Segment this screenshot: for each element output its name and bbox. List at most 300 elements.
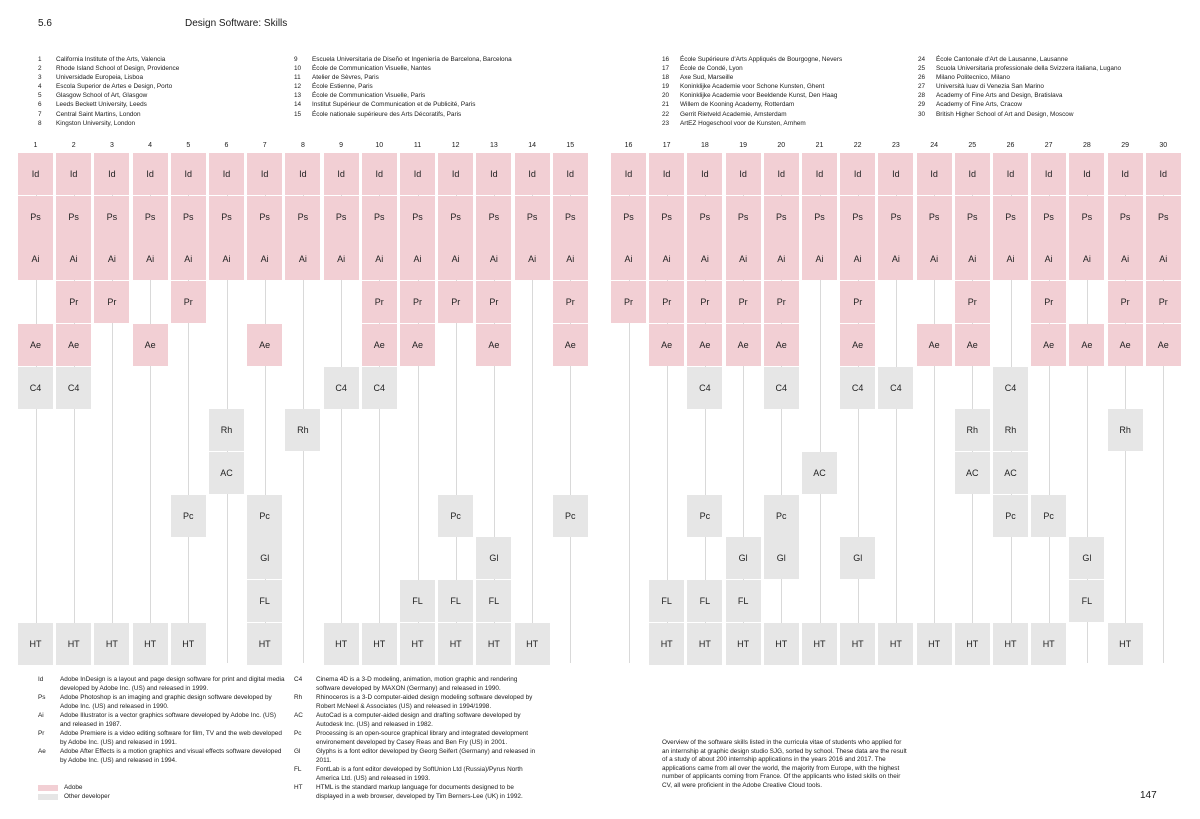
- skill-cell: Ai: [917, 238, 952, 280]
- skill-cell: Ai: [878, 238, 913, 280]
- skill-cell: Ps: [515, 196, 550, 238]
- skill-cell: Ae: [56, 324, 91, 366]
- school-item: [294, 110, 512, 119]
- skill-cell: Ai: [133, 238, 168, 280]
- column-number: 14: [528, 142, 536, 149]
- skill-cell: Ae: [247, 324, 282, 366]
- skill-cell: Ai: [553, 238, 588, 280]
- skill-cell: Ps: [1108, 196, 1143, 238]
- school-item: [38, 119, 179, 128]
- skill-cell: Id: [400, 153, 435, 195]
- skill-cell: Id: [1031, 153, 1066, 195]
- school-item: [918, 73, 1121, 82]
- skill-cell: Ae: [1031, 324, 1066, 366]
- skill-cell: Id: [209, 153, 244, 195]
- school-item: [918, 55, 1121, 64]
- skill-cell: Pr: [438, 281, 473, 323]
- legend-text: Adobe Photoshop is an imaging and graphic design software developed by Adobe Inc. (US) and released in 1990.: [60, 693, 272, 710]
- skill-cell: HT: [56, 623, 91, 665]
- skill-cell: Id: [917, 153, 952, 195]
- skill-cell: Id: [18, 153, 53, 195]
- skill-cell: Pc: [764, 495, 799, 537]
- skill-cell: Pr: [1031, 281, 1066, 323]
- page-number: 147: [1140, 790, 1157, 801]
- column-number: 25: [968, 142, 977, 149]
- skill-cell: Id: [133, 153, 168, 195]
- school-item: [294, 82, 512, 91]
- column-number: 28: [1082, 142, 1091, 149]
- column-number: 15: [566, 142, 575, 149]
- school-name: École Cantonale d'Art de Lausanne, Lausanne: [936, 56, 1068, 63]
- skill-cell: Id: [362, 153, 397, 195]
- skill-cell: Ae: [1146, 324, 1181, 366]
- school-number: 1: [38, 56, 42, 63]
- school-number: 15: [294, 110, 302, 118]
- skill-cell: Gl: [840, 537, 875, 579]
- skill-cell: Ps: [285, 196, 320, 238]
- school-name: Kingston University, London: [56, 119, 136, 127]
- skill-cell: Gl: [247, 537, 282, 579]
- skill-cell: Ai: [649, 238, 684, 280]
- column-number: 19: [739, 142, 747, 149]
- skill-cell: Gl: [476, 537, 511, 579]
- skill-cell: Ae: [764, 324, 799, 366]
- school-name: École nationale supérieure des Arts Décoratifs, Paris: [312, 110, 462, 118]
- skill-cell: Ae: [476, 324, 511, 366]
- school-item: [662, 55, 842, 64]
- school-item: [662, 91, 842, 100]
- column-number: 6: [224, 142, 229, 149]
- skill-cell: Id: [515, 153, 550, 195]
- column-number: 21: [815, 142, 824, 149]
- skill-cell: Id: [476, 153, 511, 195]
- page-title: Design Software: Skills: [185, 18, 288, 29]
- skill-cell: Ai: [802, 238, 837, 280]
- skill-cell: Ps: [324, 196, 359, 238]
- skill-cell: Pr: [56, 281, 91, 323]
- skill-cell: Gl: [726, 537, 761, 579]
- skill-cell: Pc: [687, 495, 722, 537]
- school-name: Academy of Fine Arts and Design, Bratislava: [936, 92, 1063, 100]
- legend-text: Adobe Illustrator is a vector graphics software developed by Adobe Inc. (US) and released in 1987.: [60, 711, 276, 728]
- skill-cell: Ae: [1108, 324, 1143, 366]
- legend-item: [294, 712, 542, 729]
- skill-cell: Rh: [955, 409, 990, 451]
- skill-cell: Ae: [917, 324, 952, 366]
- skill-cell: Id: [553, 153, 588, 195]
- school-column: [294, 55, 512, 119]
- legend-item: [38, 730, 285, 747]
- skill-cell: HT: [438, 623, 473, 665]
- school-item: [38, 73, 179, 82]
- column-number: 4: [148, 142, 153, 149]
- school-number: 23: [662, 119, 670, 127]
- skill-cell: Id: [764, 153, 799, 195]
- skill-cell: Ps: [56, 196, 91, 238]
- school-name: Koninklijke Academie voor Schone Kunsten, Ghent: [680, 83, 825, 91]
- skill-cell: Ps: [18, 196, 53, 238]
- school-item: [38, 64, 179, 73]
- skill-cell: Ai: [993, 238, 1028, 280]
- legend-text: Adobe After Effects is a motion graphics and visual effects software developed by Adobe Inc. (US) and released in 1994.: [60, 747, 282, 764]
- skill-cell: Pr: [476, 281, 511, 323]
- key-adobe: [38, 784, 82, 791]
- skill-cell: AC: [802, 452, 837, 494]
- school-item: [294, 73, 512, 82]
- skill-cell: Rh: [1108, 409, 1143, 451]
- skill-cell: Ps: [553, 196, 588, 238]
- skill-cell: FL: [1069, 580, 1104, 622]
- skill-cell: Id: [438, 153, 473, 195]
- column-number: 23: [891, 142, 900, 149]
- column-number: 16: [624, 142, 633, 149]
- school-number: 26: [918, 74, 926, 82]
- skill-cell: Pc: [247, 495, 282, 537]
- skill-cell: Ps: [1031, 196, 1066, 238]
- skill-cell: C4: [56, 367, 91, 409]
- school-item: [294, 55, 512, 64]
- school-number: 2: [38, 65, 42, 73]
- skill-cell: Ae: [553, 324, 588, 366]
- school-number: 4: [38, 83, 42, 91]
- skill-cell: Pr: [400, 281, 435, 323]
- skill-cell: Ai: [209, 238, 244, 280]
- skill-cell: Pc: [993, 495, 1028, 537]
- skill-cell: Id: [802, 153, 837, 195]
- key-adobe-label: Adobe: [64, 784, 83, 791]
- legend-abbr: Pc: [294, 729, 302, 737]
- school-name: Leeds Beckett University, Leeds: [56, 101, 147, 109]
- school-name: École Supérieure d'Arts Appliqués de Bourgogne, Nevers: [680, 56, 843, 63]
- school-number: 29: [918, 101, 926, 109]
- column-number: 20: [777, 142, 786, 149]
- school-item: [918, 64, 1121, 73]
- school-item: [294, 91, 512, 100]
- skill-cell: FL: [476, 580, 511, 622]
- skill-cell: Id: [1108, 153, 1143, 195]
- key-other-label: Other developer: [64, 793, 110, 800]
- skill-cell: Ai: [476, 238, 511, 280]
- skill-cell: C4: [687, 367, 722, 409]
- column-number: 2: [71, 142, 76, 149]
- skill-cell: AC: [209, 452, 244, 494]
- legend-text: Processing is an open-source graphical library and integrated development environement developed by Casey Reas and Ben Fry (US) in 2001.: [316, 729, 529, 746]
- skill-cell: Id: [247, 153, 282, 195]
- skill-cell: Rh: [209, 409, 244, 451]
- skill-cell: Ae: [687, 324, 722, 366]
- skill-cell: Ae: [400, 324, 435, 366]
- skill-cell: Ps: [476, 196, 511, 238]
- skill-cell: HT: [515, 623, 550, 665]
- legend-text: Rhinoceros is a 3-D computer-aided design modeling software developed by Robert McNeel & Associates (US) and released in 1994/1998.: [316, 693, 533, 710]
- skill-cell: Id: [878, 153, 913, 195]
- school-item: [294, 64, 512, 73]
- skill-cell: Ai: [56, 238, 91, 280]
- legend-text: HTML is the standard markup language for documents designed to be displayed in a web browser, developed by Tim Berners-Lee (UK) in 1992.: [316, 783, 523, 800]
- skill-cell: Ps: [649, 196, 684, 238]
- skill-cell: Pr: [171, 281, 206, 323]
- school-number: 30: [918, 110, 926, 118]
- skill-cell: Id: [56, 153, 91, 195]
- skill-cell: Ai: [400, 238, 435, 280]
- skill-cell: Id: [1069, 153, 1104, 195]
- skill-cell: Id: [955, 153, 990, 195]
- legend-item: [294, 784, 542, 801]
- overview-text: Overview of the software skills listed in the curricula vitae of students who applied for an internship at graphic design studio SJG, sorted by school. These data are the result of a study of about 200 internship applications in the years 2016 and 2017. The applications came from all over the world, the majority from Europe, with the highest number of applicants coming from France. Of the applicants who listed skills on their CV, all were proficient in the Adobe Creative Cloud tools.: [662, 739, 907, 789]
- school-column: [662, 55, 842, 128]
- school-name: British Higher School of Art and Design, Moscow: [936, 110, 1074, 118]
- skill-cell: Ai: [94, 238, 129, 280]
- skill-cell: HT: [476, 623, 511, 665]
- column-number: 26: [1006, 142, 1015, 149]
- skill-cell: Ai: [324, 238, 359, 280]
- column-number: 24: [930, 142, 938, 149]
- skill-cell: Ai: [285, 238, 320, 280]
- skill-cell: Rh: [285, 409, 320, 451]
- skill-cell: Pr: [362, 281, 397, 323]
- skill-cell: Id: [611, 153, 646, 195]
- school-number: 18: [662, 74, 670, 82]
- skill-cell: Ps: [400, 196, 435, 238]
- skill-cell: Ps: [878, 196, 913, 238]
- school-number: 10: [294, 65, 302, 73]
- school-number: 22: [662, 110, 670, 118]
- school-name: Università Iuav di Venezia San Marino: [936, 83, 1044, 91]
- legend-abbr: AC: [294, 711, 303, 719]
- skill-cell: HT: [993, 623, 1028, 665]
- skill-cell: Pc: [438, 495, 473, 537]
- column-number: 1: [33, 142, 38, 149]
- skill-cell: FL: [726, 580, 761, 622]
- school-number: 28: [918, 92, 926, 100]
- school-name: Atelier de Sèvres, Paris: [312, 74, 379, 82]
- skill-cell: HT: [18, 623, 53, 665]
- school-number: 9: [294, 56, 298, 63]
- column-number: 30: [1159, 142, 1168, 149]
- column-number: 3: [109, 142, 114, 149]
- skill-cell: Ps: [764, 196, 799, 238]
- legend-abbr: Ai: [38, 711, 44, 719]
- skill-cell: Ae: [649, 324, 684, 366]
- school-item: [662, 64, 842, 73]
- skill-cell: AC: [955, 452, 990, 494]
- school-item: [918, 100, 1121, 109]
- legend-text: Adobe Premiere is a video editing software for film, TV and the web developed by Adobe Inc. (US) and released in 1991.: [60, 729, 282, 746]
- school-item: [662, 82, 842, 91]
- school-name: Scuola Universitaria professionale della Svizzera italiana, Lugano: [936, 65, 1122, 73]
- school-name: École de Condé, Lyon: [680, 65, 743, 73]
- column-number: 18: [700, 142, 709, 149]
- legend-text: Cinema 4D is a 3-D modeling, animation, motion graphic and rendering software developed by MAXON (Germany) and released in 1990.: [316, 676, 518, 692]
- key-other: [38, 793, 110, 800]
- legend-abbr: C4: [294, 676, 303, 683]
- skill-cell: Ae: [840, 324, 875, 366]
- skill-cell: HT: [133, 623, 168, 665]
- column-number: 17: [662, 142, 671, 149]
- skill-cell: HT: [878, 623, 913, 665]
- skill-cell: Gl: [1069, 537, 1104, 579]
- legend-abbr: Ps: [38, 693, 46, 701]
- school-name: California Institute of the Arts, Valencia: [56, 56, 166, 63]
- school-item: [38, 100, 179, 109]
- school-number: 11: [294, 74, 301, 82]
- skill-cell: Rh: [993, 409, 1028, 451]
- skill-cell: Id: [171, 153, 206, 195]
- school-name: École de Communication Visuelle, Nantes: [312, 65, 431, 73]
- skill-cell: Ae: [362, 324, 397, 366]
- legend-item: [38, 676, 285, 693]
- school-number: 27: [918, 83, 926, 91]
- skill-cell: Id: [649, 153, 684, 195]
- legend-abbr: Id: [38, 676, 44, 683]
- skill-cell: C4: [18, 367, 53, 409]
- school-number: 5: [38, 92, 42, 100]
- skill-cell: HT: [1108, 623, 1143, 665]
- school-name: École de Communication Visuelle, Paris: [312, 92, 426, 100]
- skill-cell: FL: [687, 580, 722, 622]
- school-number: 24: [918, 56, 926, 63]
- school-number: 8: [38, 119, 42, 127]
- skill-cell: Id: [840, 153, 875, 195]
- school-item: [918, 91, 1121, 100]
- skill-cell: Id: [94, 153, 129, 195]
- skill-cell: HT: [1031, 623, 1066, 665]
- legend-abbr: Gl: [294, 747, 301, 755]
- legend-text: AutoCad is a computer-aided design and drafting software developed by Autodesk Inc. (US) and released in 1982.: [316, 711, 521, 728]
- column-number: 11: [413, 142, 422, 149]
- school-item: [918, 110, 1121, 119]
- school-name: Central Saint Martins, London: [56, 110, 141, 118]
- skill-cell: Ps: [133, 196, 168, 238]
- skill-cell: Ps: [687, 196, 722, 238]
- skill-cell: HT: [726, 623, 761, 665]
- skill-cell: Ai: [611, 238, 646, 280]
- skill-cell: HT: [917, 623, 952, 665]
- school-item: [38, 55, 179, 64]
- skill-cell: Pc: [1031, 495, 1066, 537]
- skill-cell: C4: [878, 367, 913, 409]
- skill-cell: Ps: [840, 196, 875, 238]
- column-number: 10: [375, 142, 384, 149]
- school-item: [662, 119, 842, 128]
- column-number: 27: [1044, 142, 1053, 149]
- skill-cell: Pr: [764, 281, 799, 323]
- skill-cell: Ps: [94, 196, 129, 238]
- school-name: Axe Sud, Marseille: [680, 74, 734, 82]
- skill-cell: Ps: [209, 196, 244, 238]
- skill-cell: Ae: [1069, 324, 1104, 366]
- skill-cell: Ps: [955, 196, 990, 238]
- school-number: 21: [662, 101, 670, 109]
- skill-cell: Pr: [1108, 281, 1143, 323]
- school-item: [38, 82, 179, 91]
- skill-cell: HT: [649, 623, 684, 665]
- skill-cell: FL: [649, 580, 684, 622]
- school-number: 17: [662, 65, 670, 73]
- other-swatch: [38, 794, 58, 800]
- legend-abbr: Rh: [294, 693, 303, 701]
- school-item: [918, 82, 1121, 91]
- skill-cell: HT: [247, 623, 282, 665]
- school-name: Glasgow School of Art, Glasgow: [56, 92, 148, 100]
- skill-cell: Ai: [726, 238, 761, 280]
- school-number: 7: [38, 110, 42, 118]
- legend-text: Glyphs is a font editor developed by Georg Seifert (Germany) and released in 2011.: [316, 747, 536, 764]
- school-name: Milano Politecnico, Milano: [936, 74, 1010, 82]
- skill-cell: Ai: [171, 238, 206, 280]
- skill-cell: Ai: [362, 238, 397, 280]
- skill-cell: Ae: [133, 324, 168, 366]
- skill-cell: Ps: [362, 196, 397, 238]
- skill-cell: Gl: [764, 537, 799, 579]
- school-column: [38, 55, 179, 128]
- skill-cell: Id: [687, 153, 722, 195]
- skill-cell: HT: [171, 623, 206, 665]
- skill-cell: Id: [726, 153, 761, 195]
- skill-cell: C4: [764, 367, 799, 409]
- school-number: 16: [662, 56, 670, 63]
- school-name: ArtEZ Hogeschool voor de Kunsten, Arnhem: [680, 119, 806, 127]
- skill-cell: Ae: [955, 324, 990, 366]
- skill-cell: Ai: [515, 238, 550, 280]
- school-number: 13: [294, 92, 302, 100]
- skill-cell: Ai: [955, 238, 990, 280]
- school-name: École Estienne, Paris: [312, 83, 373, 91]
- skill-cell: Id: [285, 153, 320, 195]
- skill-cell: HT: [764, 623, 799, 665]
- legend-abbr: Pr: [38, 729, 45, 737]
- skill-cell: Id: [993, 153, 1028, 195]
- skill-cell: Pc: [171, 495, 206, 537]
- skill-cell: Ai: [247, 238, 282, 280]
- skill-cell: FL: [400, 580, 435, 622]
- skill-cell: Pr: [94, 281, 129, 323]
- school-item: [294, 100, 512, 109]
- skill-cell: HT: [362, 623, 397, 665]
- skill-cell: Pr: [955, 281, 990, 323]
- legend-abbr: HT: [294, 783, 303, 791]
- legend-item: [294, 730, 542, 747]
- school-number: 25: [918, 65, 926, 73]
- skill-cell: Id: [1146, 153, 1181, 195]
- school-name: Willem de Kooning Academy, Rotterdam: [680, 101, 795, 109]
- legend-text: Adobe InDesign is a layout and page design software for print and digital media developed by Adobe Inc. (US) and released in 1999.: [60, 676, 285, 692]
- skill-cell: HT: [687, 623, 722, 665]
- skill-cell: Ae: [18, 324, 53, 366]
- skill-cell: Ps: [917, 196, 952, 238]
- school-item: [662, 110, 842, 119]
- legend-item: [294, 766, 542, 783]
- school-number: 3: [38, 74, 42, 82]
- skill-cell: Ai: [1146, 238, 1181, 280]
- skill-cell: HT: [802, 623, 837, 665]
- skill-cell: AC: [993, 452, 1028, 494]
- skill-cell: Pr: [611, 281, 646, 323]
- skill-cell: HT: [840, 623, 875, 665]
- school-column: [918, 55, 1121, 119]
- legend-item: [38, 748, 285, 765]
- school-item: [662, 100, 842, 109]
- school-name: Universidade Europeia, Lisboa: [56, 74, 144, 82]
- school-item: [662, 73, 842, 82]
- school-number: 14: [294, 101, 302, 109]
- legend-item: [38, 712, 285, 729]
- column-number: 7: [262, 142, 267, 149]
- skill-cell: Ae: [726, 324, 761, 366]
- column-number: 12: [451, 142, 460, 149]
- software-legend-left: [38, 676, 285, 766]
- skill-cell: HT: [94, 623, 129, 665]
